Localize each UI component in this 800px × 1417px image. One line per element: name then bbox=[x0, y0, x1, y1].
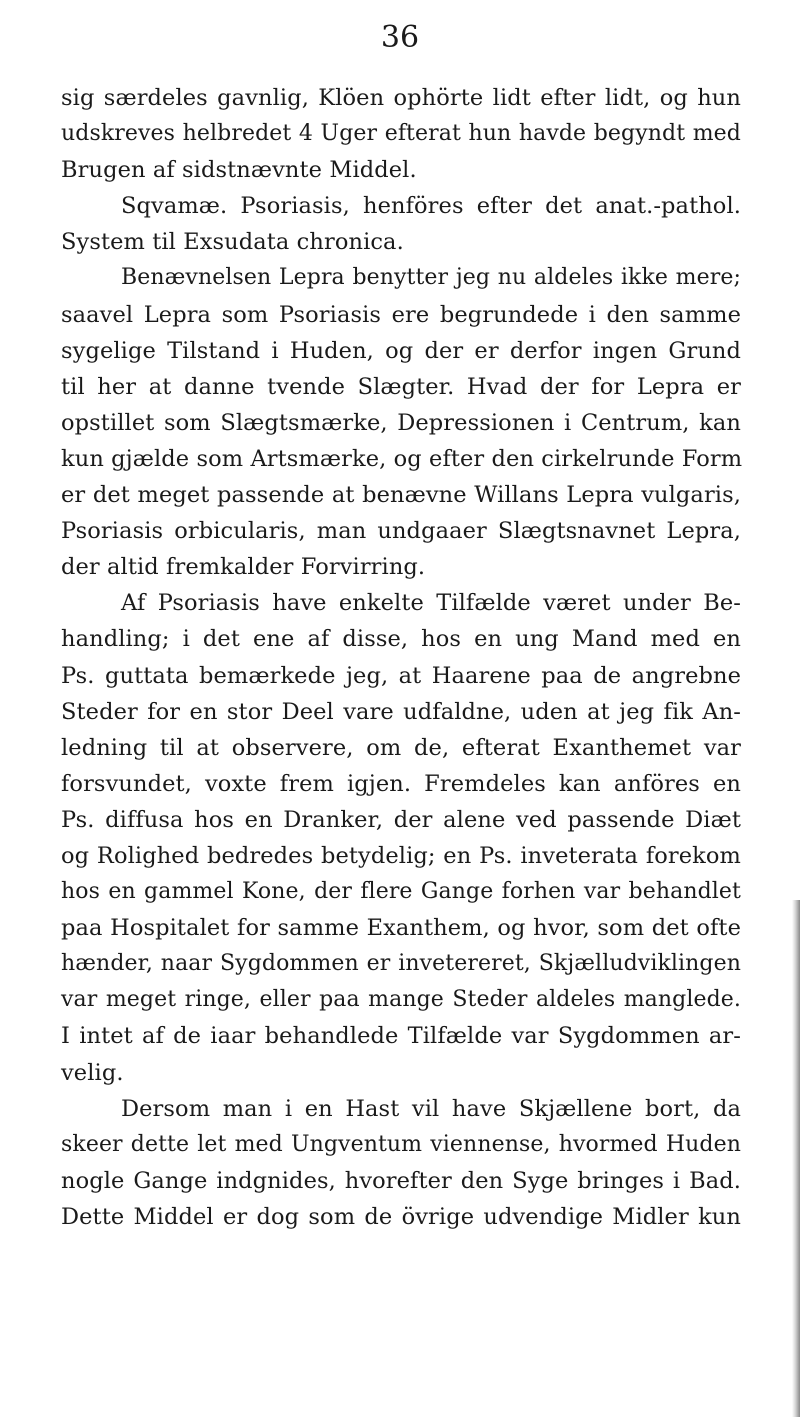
text-line: nogle Gange indgnides, hvorefter den Syge bringes i Bad. bbox=[61, 1167, 741, 1194]
text-line: opstillet som Slægtsmærke, Depressionen i Centrum, kan bbox=[61, 409, 741, 436]
text-line: Ps. diffusa hos en Dranker, der alene ved passende Diæt bbox=[61, 806, 741, 833]
page-edge-shadow bbox=[792, 900, 800, 1417]
text-line: hos en gammel Kone, der flere Gange forhen var behandlet bbox=[61, 879, 741, 905]
text-line: udskreves helbredet 4 Uger efterat hun havde begyndt med bbox=[61, 121, 741, 147]
text-line: skeer dette let med Ungventum viennense, hvormed Huden bbox=[61, 1131, 741, 1157]
text-line: velig. bbox=[61, 1059, 124, 1086]
text-line: Ps. guttata bemærkede jeg, at Haarene paa de angrebne bbox=[61, 662, 741, 689]
text-line: System til Exsudata chronica. bbox=[61, 229, 404, 256]
text-line: Brugen af sidstnævnte Middel. bbox=[61, 157, 417, 184]
text-line: forsvundet, voxte frem igjen. Fremdeles kan anföres en bbox=[61, 770, 741, 797]
text-line: paa Hospitalet for samme Exanthem, og hvor, som det ofte bbox=[61, 915, 741, 942]
text-line: sygelige Tilstand i Huden, og der er derfor ingen Grund bbox=[61, 337, 741, 364]
text-line: handling; i det ene af disse, hos en ung Mand med en bbox=[61, 626, 741, 653]
text-line: Psoriasis orbicularis, man undgaaer Slægtsnavnet Lepra, bbox=[61, 518, 741, 545]
text-line: kun gjælde som Artsmærke, og efter den cirkelrunde Form bbox=[61, 445, 743, 472]
text-line: Af Psoriasis have enkelte Tilfælde været under Be- bbox=[121, 590, 741, 617]
text-line: til her at danne tvende Slægter. Hvad der for Lepra er bbox=[61, 373, 741, 400]
text-line: og Rolighed bedredes betydelig; en Ps. inveterata forekom bbox=[61, 842, 741, 869]
text-line: Dette Middel er dog som de övrige udvendige Midler kun bbox=[61, 1203, 741, 1230]
text-line: der altid fremkalder Forvirring. bbox=[61, 554, 426, 581]
text-line: I intet af de iaar behandlede Tilfælde var Sygdommen ar- bbox=[61, 1023, 741, 1050]
text-line: Sqvamæ. Psoriasis, henföres efter det anat.-pathol. bbox=[121, 193, 741, 220]
text-line: Benævnelsen Lepra benytter jeg nu aldeles ikke mere; bbox=[121, 265, 741, 291]
text-line: ledning til at observere, om de, efterat Exanthemet var bbox=[61, 734, 741, 761]
text-line: Dersom man i en Hast vil have Skjællene bort, da bbox=[121, 1095, 741, 1122]
text-line: saavel Lepra som Psoriasis ere begrundede i den samme bbox=[61, 301, 741, 328]
text-line: er det meget passende at benævne Willans Lepra vulgaris, bbox=[61, 482, 741, 509]
page-number: 36 bbox=[380, 20, 420, 55]
text-line: hænder, naar Sygdommen er invetereret, Skjælludviklingen bbox=[61, 951, 741, 977]
text-line: sig særdeles gavnlig, Klöen ophörte lidt efter lidt, og hun bbox=[61, 85, 741, 111]
text-line: Steder for en stor Deel vare udfaldne, uden at jeg fik An- bbox=[61, 698, 741, 725]
body-text bbox=[61, 80, 741, 1235]
text-line: var meget ringe, eller paa mange Steder aldeles manglede. bbox=[61, 987, 741, 1013]
